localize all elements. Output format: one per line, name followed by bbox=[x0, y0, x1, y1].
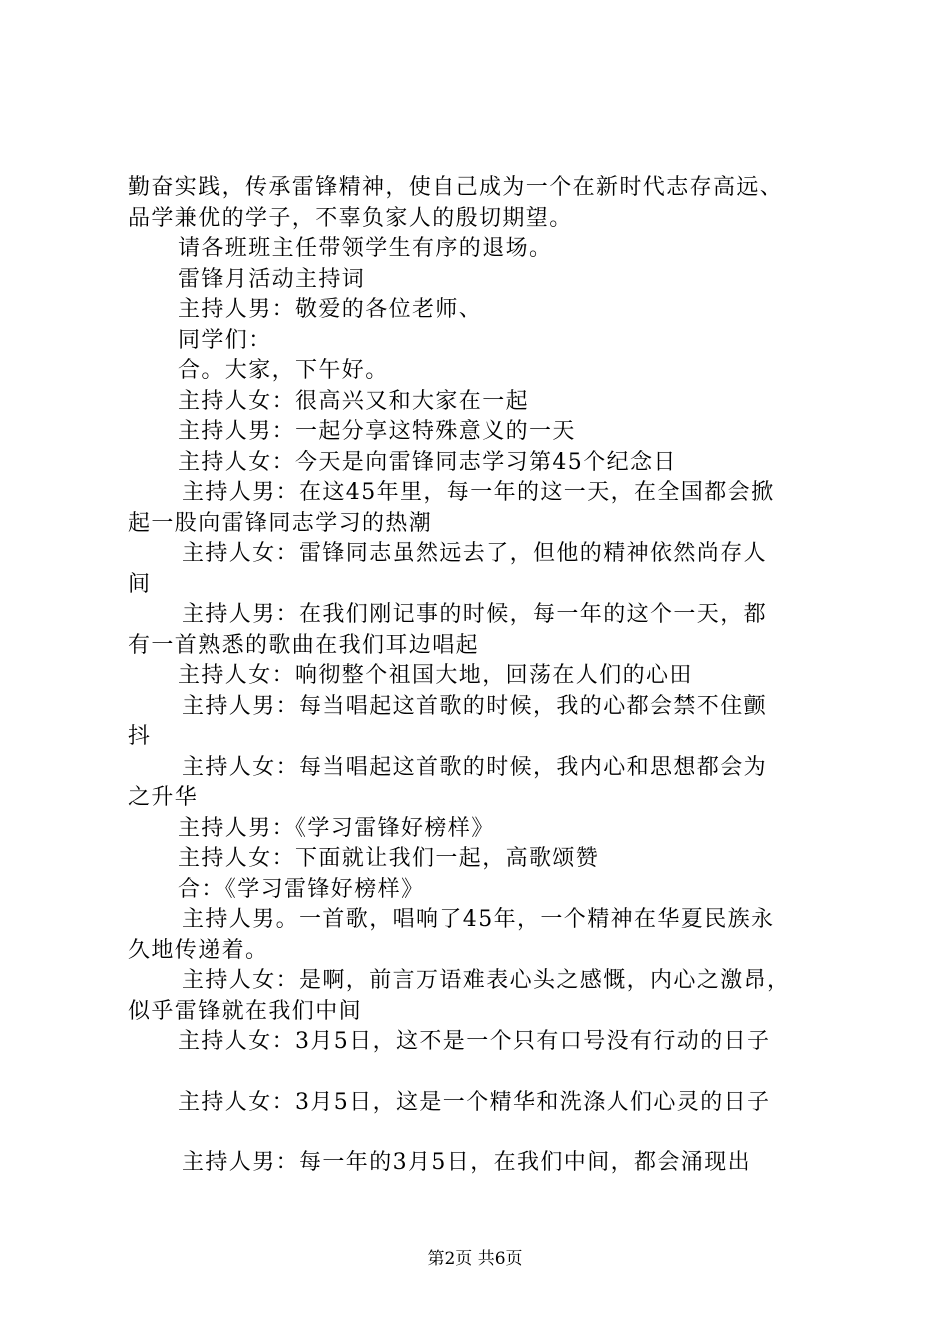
paragraph: 主持人女：3月5日，这不是一个只有口号没有行动的日子 bbox=[178, 1029, 771, 1054]
paragraph: 久地传递着。 bbox=[128, 937, 269, 963]
document-body bbox=[128, 173, 840, 1179]
paragraph: 主持人女：是啊，前言万语难表心头之感慨，内心之激昂， bbox=[182, 968, 791, 993]
paragraph: 主持人女：每当唱起这首歌的时候，我内心和思想都会为 bbox=[182, 754, 768, 780]
paragraph: 品学兼优的学子，不辜负家人的殷切期望。 bbox=[128, 205, 573, 231]
paragraph: 起一股向雷锋同志学习的热潮 bbox=[128, 510, 433, 536]
page-footer: 第2页 共6页 bbox=[427, 1249, 523, 1269]
paragraph: 抖 bbox=[128, 724, 152, 749]
paragraph: 之升华 bbox=[128, 785, 199, 810]
paragraph: 主持人女：3月5日，这是一个精华和洗涤人们心灵的日子 bbox=[178, 1089, 771, 1115]
paragraph: 主持人男：敬爱的各位老师、 bbox=[178, 297, 483, 322]
paragraph: 主持人男。一首歌，唱响了45年，一个精神在华夏民族永 bbox=[182, 907, 775, 932]
paragraph: 主持人女：响彻整个祖国大地，回荡在人们的心田 bbox=[178, 663, 693, 688]
paragraph: 有一首熟悉的歌曲在我们耳边唱起 bbox=[128, 632, 480, 658]
paragraph: 主持人女：雷锋同志虽然远去了，但他的精神依然尚存人 bbox=[182, 541, 768, 566]
paragraph: 主持人女：下面就让我们一起，高歌颂赞 bbox=[178, 846, 600, 871]
paragraph: 主持人女：很高兴又和大家在一起 bbox=[178, 388, 530, 414]
paragraph: 主持人男：在我们刚记事的时候，每一年的这个一天，都 bbox=[182, 602, 768, 627]
paragraph: 合。大家，下午好。 bbox=[178, 358, 389, 383]
paragraph: 主持人男：每一年的3月5日，在我们中间，都会涌现出 bbox=[182, 1150, 751, 1175]
paragraph: 主持人女：今天是向雷锋同志学习第45个纪念日 bbox=[178, 449, 677, 475]
paragraph: 主持人男：在这45年里，每一年的这一天，在全国都会掀 bbox=[182, 480, 775, 505]
paragraph: 同学们： bbox=[178, 327, 272, 353]
paragraph: 主持人男：一起分享这特殊意义的一天 bbox=[178, 419, 576, 444]
paragraph: 合：《学习雷锋好榜样》 bbox=[178, 876, 425, 902]
paragraph: 请各班班主任带领学生有序的退场。 bbox=[178, 236, 553, 261]
paragraph: 似乎雷锋就在我们中间 bbox=[128, 998, 363, 1024]
paragraph: 主持人男：《学习雷锋好榜样》 bbox=[178, 815, 495, 841]
paragraph: 雷锋月活动主持词 bbox=[178, 266, 366, 292]
paragraph: 间 bbox=[128, 571, 152, 597]
paragraph: 主持人男：每当唱起这首歌的时候，我的心都会禁不住颤 bbox=[182, 693, 768, 719]
paragraph: 勤奋实践，传承雷锋精神，使自己成为一个在新时代志存高远、 bbox=[128, 175, 784, 200]
